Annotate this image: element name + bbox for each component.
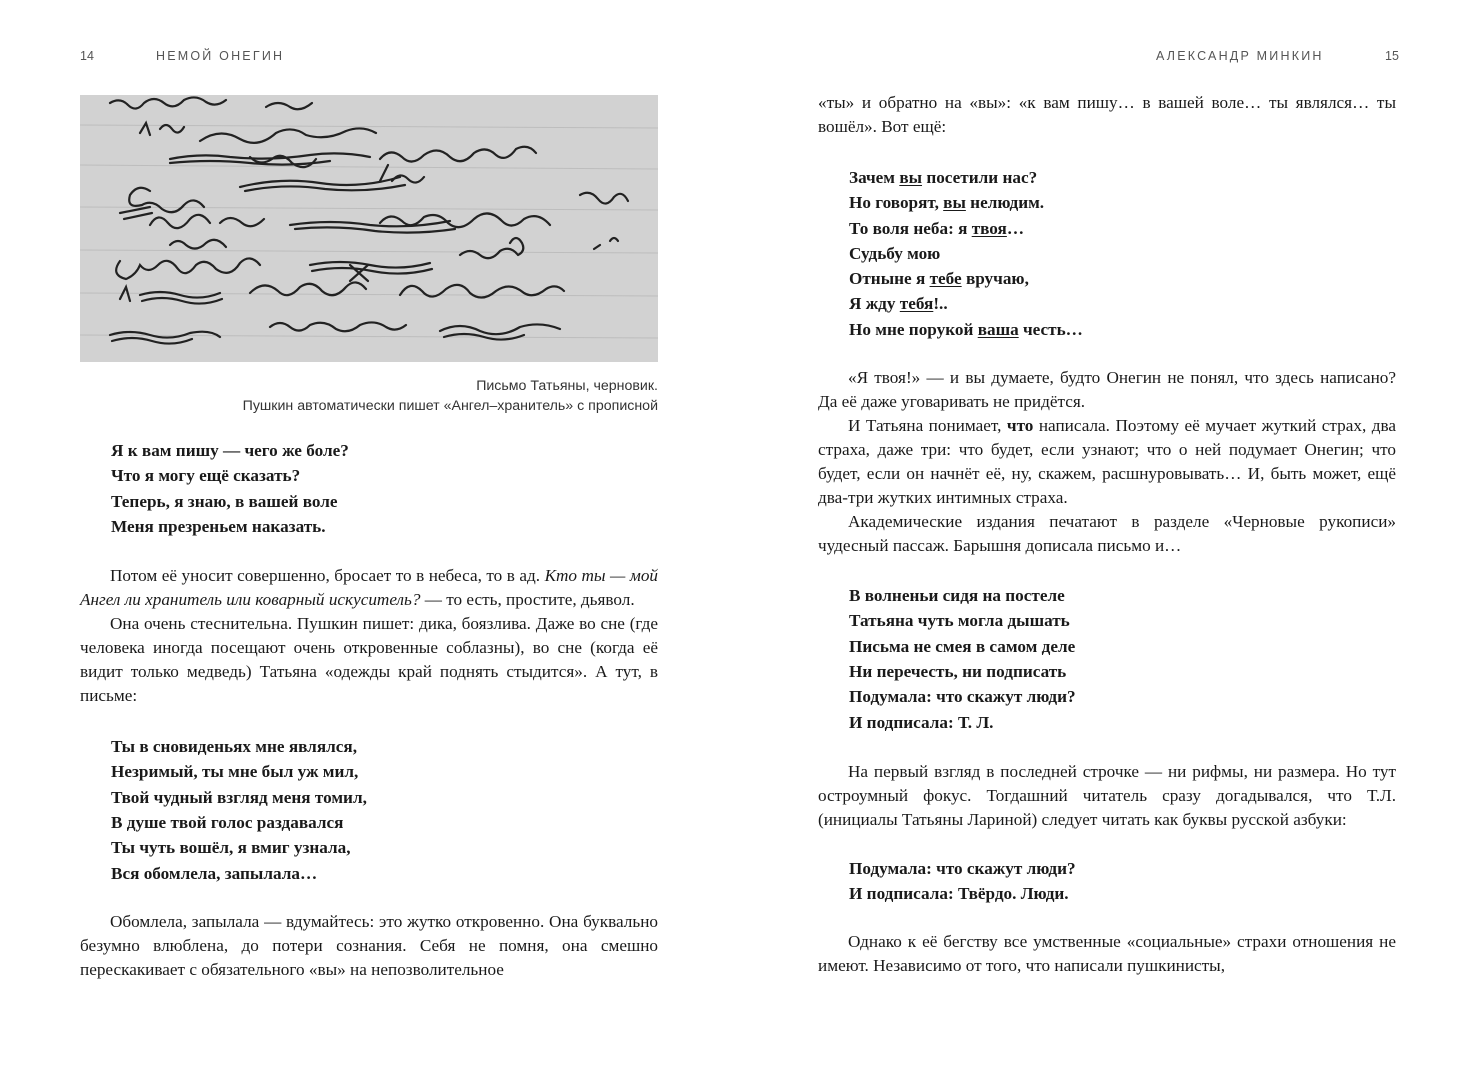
verse-line: То воля неба: я твоя… [849,218,1025,238]
paragraph: Потом её уносит совершенно, бросает то в небеса, то в ад. Кто ты — мой Ангел ли хранитель или коварный искуситель? — то есть, простите, дьявол. [80,566,659,610]
paragraph: Обомлела, запылала — вдумайтесь: это жутко откровенно. Она буквально безумно влюблена, до потери сознания. Себя не помня, она смешно перескакивает с обязательного «вы» на непозволительное [80,911,658,979]
verse-line: Зачем вы посетили нас? [849,168,1038,187]
verse-block-5 [818,856,1396,907]
paragraph: Однако к её бегству все умственные «социальные» страхи отношения не имеют. Независимо от того, что написали пушкинисты, [818,932,1396,976]
underlined-word: вы [899,168,923,187]
underlined-word: твоя [971,218,1007,238]
paragraph: И Татьяна понимает, что написала. Поэтому её мучает жуткий страх, два страха, даже три: что будет, если узнают; что о ней подумает Онегин; что будет, если он начнёт её, ну, скажем, расшнуровывать… И, быть может, ещё два-три жутких интимных страха. [818,416,1396,508]
image-caption [80,376,658,416]
underlined-word: тебя [899,294,934,314]
verse-line: Теперь, я знаю, в вашей воле [111,491,338,511]
underlined-word: вы [943,193,966,213]
verse-line: В волненьи сидя на постеле [849,586,1065,606]
verse-line: Подумала: что скажут люди? [849,687,1076,707]
verse-line: Я жду тебя!.. [849,294,948,314]
verse-line: И подписала: Твёрдо. Люди. [849,884,1069,904]
handwriting-drawing [80,95,658,362]
right-page [737,0,1475,1080]
caption-line-1: Письмо Татьяны, черновик. [476,378,658,394]
running-head-right: АЛЕКСАНДР МИНКИН [1156,49,1324,63]
page-number-right: 15 [1385,49,1399,63]
caption-line-2: Пушкин автоматически пишет «Ангел–хранитель» с прописной [242,398,658,414]
verse-line: Судьбу мою [849,243,941,263]
right-text-column [818,91,1396,978]
verse-line: И подписала: Т. Л. [849,712,994,732]
underlined-word: ваша [977,319,1019,339]
page-number-left: 14 [80,49,94,63]
verse-block-1 [80,438,658,539]
verse-block-4 [818,583,1396,735]
bold-word: что [1006,416,1034,436]
paragraph: «Я твоя!» — и вы думаете, будто Онегин не понял, что здесь написано? Да её даже уговаривать не придётся. [818,368,1396,412]
verse-line: Ни перечесть, ни подписать [849,661,1067,681]
left-text-column [80,438,658,982]
paragraph: «ты» и обратно на «вы»: «к вам пишу… в вашей воле… ты являлся… ты вошёл». Вот ещё: [818,93,1396,136]
verse-line: Письма не смея в самом деле [849,636,1076,656]
verse-block-2 [80,734,658,886]
verse-block-3 [818,165,1396,342]
verse-line: Татьяна чуть могла дышать [849,611,1070,631]
left-page [0,0,737,1080]
verse-line: Что я могу ещё сказать? [111,466,301,486]
italic-quote: Кто ты — мой Ангел ли хранитель или коварный искуситель? [80,566,659,610]
paragraph: Академические издания печатают в разделе «Черновые рукописи» чудесный пассаж. Барышня дописала письмо и… [818,512,1396,556]
underlined-word: тебе [929,269,962,289]
paragraph: Она очень стеснительна. Пушкин пишет: дика, боязлива. Даже во сне (где человека иногда посещают очень откровенные соблазны), во сне (когда её видит только медведь) Татьяна «одежды край поднять стыдится». А тут, в письме: [80,614,658,706]
verse-line: Ты чуть вошёл, я вмиг узнала, [111,838,351,858]
verse-line: Ты в сновиденьях мне являлся, [111,737,357,757]
verse-line: Но говорят, вы нелюдим. [849,193,1045,213]
verse-line: Вся обомлела, запылала… [111,863,318,883]
verse-line: Твой чудный взгляд меня томил, [111,787,367,807]
verse-line: Незримый, ты мне был уж мил, [111,762,359,782]
manuscript-image [80,95,658,362]
verse-line: Я к вам пишу — чего же боле? [111,441,349,460]
verse-line: Подумала: что скажут люди? [849,858,1076,878]
running-head-left: НЕМОЙ ОНЕГИН [156,49,285,63]
verse-line: Но мне порукой ваша честь… [849,319,1083,339]
verse-line: Отныне я тебе вручаю, [849,269,1029,289]
verse-line: В душе твой голос раздавался [111,813,344,833]
verse-line: Меня презреньем наказать. [111,516,326,536]
paragraph: На первый взгляд в последней строчке — ни рифмы, ни размера. Но тут остроумный фокус. Тогдашний читатель сразу догадывался, что Т.Л. (инициалы Татьяны Лариной) следует читать как буквы русской азбуки: [818,761,1396,829]
